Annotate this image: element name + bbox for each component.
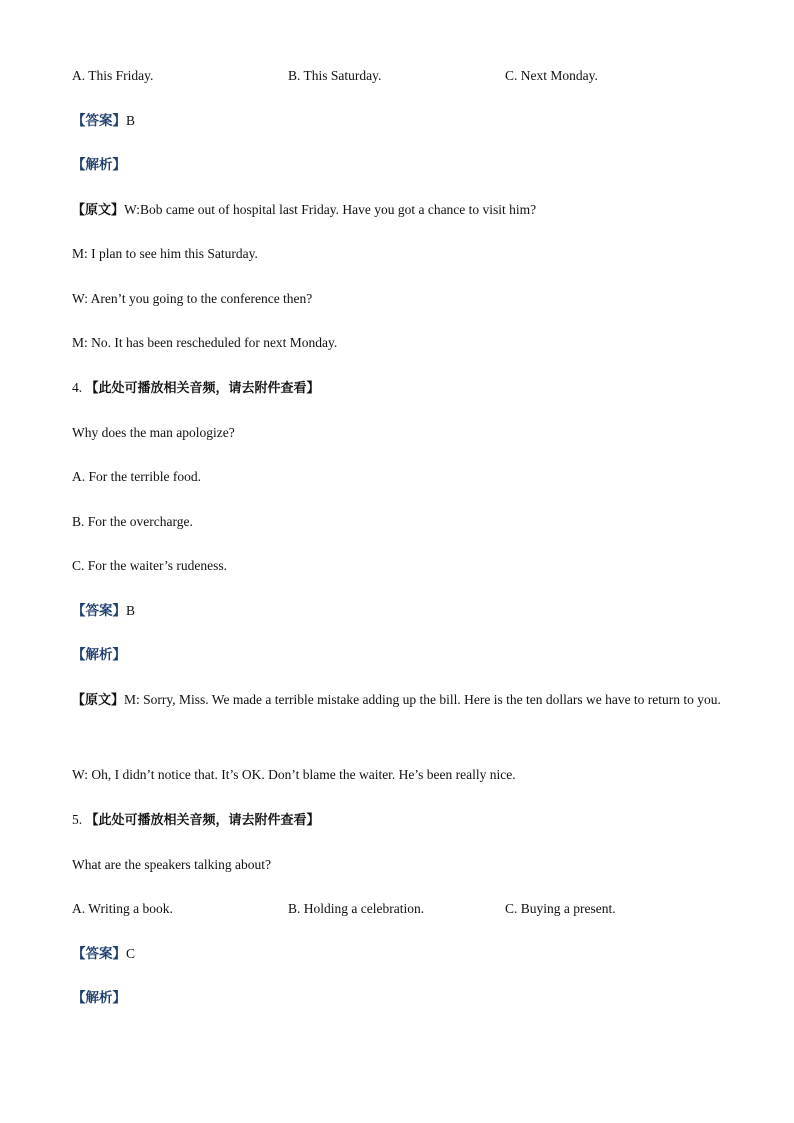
- q5-analysis-heading: [72, 989, 126, 1007]
- answer-tag: 【答案】: [72, 603, 126, 619]
- q3-answer: [72, 112, 135, 130]
- transcript-tag: 【原文】: [72, 693, 125, 708]
- transcript-text: M: Sorry, Miss. We made a terrible mistake adding up the bill. Here is the ten dollars we have to return to you.: [124, 692, 721, 707]
- q3-transcript-line-2: M: I plan to see him this Saturday.: [72, 246, 258, 261]
- q5-option-b: B. Holding a celebration.: [288, 901, 425, 916]
- q3-transcript-line-1: [72, 201, 536, 220]
- answer-value: B: [126, 603, 136, 618]
- q5-question: What are the speakers talking about?: [72, 857, 272, 872]
- q4-option-a: A. For the terrible food.: [72, 469, 201, 484]
- q3-transcript-line-4: M: No. It has been rescheduled for next Monday.: [72, 335, 338, 350]
- q4-answer: [72, 602, 135, 620]
- transcript-tag: 【原文】: [72, 203, 125, 218]
- q5-answer: [72, 945, 135, 963]
- q3-option-c: C. Next Monday.: [505, 68, 598, 83]
- analysis-tag: 【解析】: [72, 647, 126, 663]
- q4-option-b: B. For the overcharge.: [72, 514, 193, 529]
- audio-note: 【此处可播放相关音频，请去附件查看】: [85, 381, 320, 396]
- analysis-tag: 【解析】: [72, 990, 126, 1006]
- q3-analysis-heading: [72, 156, 126, 174]
- analysis-tag: 【解析】: [72, 157, 126, 173]
- answer-tag: 【答案】: [72, 113, 126, 129]
- q4-heading: [72, 379, 320, 398]
- q5-number: 5.: [72, 812, 83, 827]
- q3-transcript-line-3: W: Aren’t you going to the conference then?: [72, 291, 313, 306]
- answer-tag: 【答案】: [72, 946, 126, 962]
- transcript-text: W:Bob came out of hospital last Friday. Have you got a chance to visit him?: [124, 202, 537, 217]
- audio-note: 【此处可播放相关音频，请去附件查看】: [85, 813, 320, 828]
- q4-number: 4.: [72, 380, 83, 395]
- q4-transcript-line-1: [72, 684, 724, 716]
- q3-option-a: A. This Friday.: [72, 68, 154, 83]
- q4-transcript-line-2: W: Oh, I didn’t notice that. It’s OK. Don’t blame the waiter. He’s been really nice.: [72, 767, 516, 782]
- answer-value: C: [126, 946, 136, 961]
- q5-option-a: A. Writing a book.: [72, 901, 173, 916]
- q4-question: Why does the man apologize?: [72, 425, 235, 440]
- q4-analysis-heading: [72, 646, 126, 664]
- q3-option-b: B. This Saturday.: [288, 68, 382, 83]
- q4-option-c: C. For the waiter’s rudeness.: [72, 558, 227, 573]
- answer-value: B: [126, 113, 136, 128]
- q5-option-c: C. Buying a present.: [505, 901, 616, 916]
- q5-heading: [72, 811, 320, 830]
